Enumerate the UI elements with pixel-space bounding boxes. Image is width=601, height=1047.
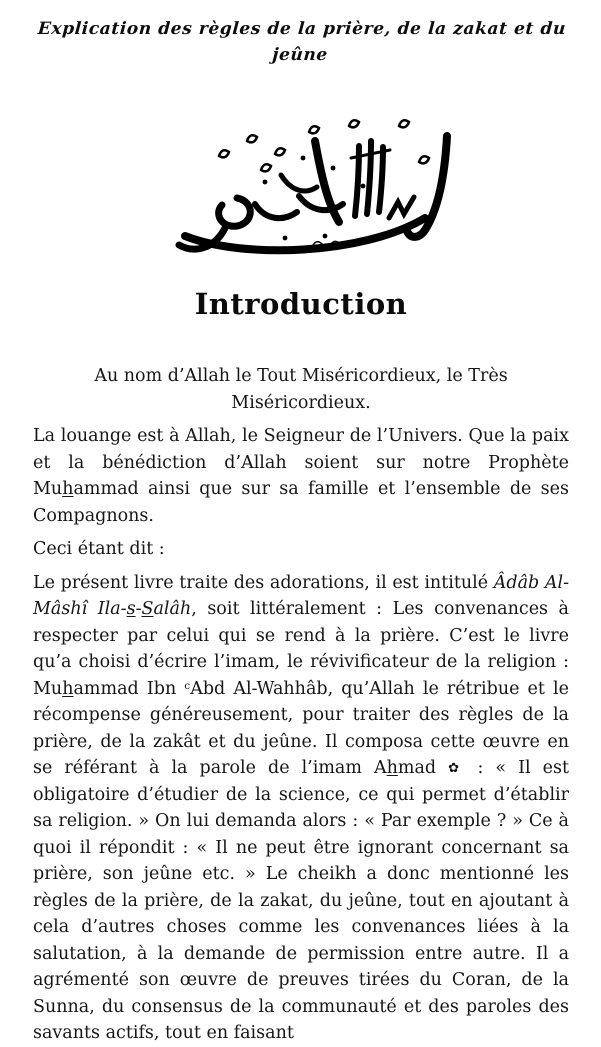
text-run: -	[135, 599, 142, 619]
text-run: h	[62, 479, 74, 499]
text-run: ammad Ibn	[73, 678, 185, 699]
basmala-block	[33, 112, 569, 261]
text-run: h	[62, 678, 74, 699]
text-run: : « Il est obligatoire d’étudier de la science, ce qui permet d’établir sa religion. » On lui demanda alors : « Par exemple ? » Ce à quoi il répondit : « Il ne peut être ignorant concernant sa prière, son jeûne etc. » Le cheikh a donc mentionné les règles de la prière, de la zakat, du jeûne, tout en ajoutant à cela d’autres choses comme les convenances liées à la salutation, à la demande de permission entre autre. Il a agrémenté son œuvre de preuves tirées du Coran, de la Sunna, du consensus de la communauté et des paroles des savants actifs, tout en faisant	[33, 758, 569, 1043]
text-run: Le présent livre traite des adorations, il est intitulé	[33, 572, 494, 593]
rahimahullah-seal-icon: ✿	[448, 761, 466, 776]
text-run: ammad ainsi que sur sa famille et l’ensemble de ses Compagnons.	[33, 479, 569, 526]
paragraph-bismillah-translation	[33, 363, 569, 416]
text-run: La louange est à Allah, le Seigneur de l’Univers. Que la paix et la bénédiction d’Allah soient sur notre Prophète Mu	[33, 426, 569, 499]
text-run: c	[184, 679, 191, 692]
running-header: Explication des règles de la prière, de la zakat et du jeûne	[37, 19, 567, 65]
text-run: s	[126, 599, 136, 619]
text-run: Ceci étant dit :	[33, 539, 165, 559]
bismillah-calligraphy-icon	[163, 112, 463, 257]
text-run: alâh	[153, 599, 192, 619]
text-run: , soit littéralement : Les convenances à respecter par celui qui se rend à la prière. C’est le livre qu’a choisi d’écrire l’imam, le révivificateur de la religion : Mu	[33, 599, 569, 699]
body-text	[33, 363, 569, 1047]
text-run: S	[141, 599, 154, 619]
text-run: Abd Al-Wahhâb, qu’Allah le rétribue et le récompense généreusement, pour traiter des règles de la prière, de la zakât et du jeûne. Il composa cette œuvre en se référant à la parole de l’imam A	[33, 678, 569, 778]
paragraph-transition	[33, 536, 569, 563]
text-run: h	[386, 758, 398, 778]
paragraph-book-presentation	[33, 570, 569, 1047]
text-run: Au nom d’Allah le Tout Miséricordieux, le Très Miséricordieux.	[94, 366, 508, 413]
text-run: mad	[397, 758, 449, 778]
paragraph-praise	[33, 423, 569, 529]
section-title: Introduction	[194, 287, 408, 321]
text-run: Âdâb Al-Mâshî Ila-	[33, 572, 569, 619]
